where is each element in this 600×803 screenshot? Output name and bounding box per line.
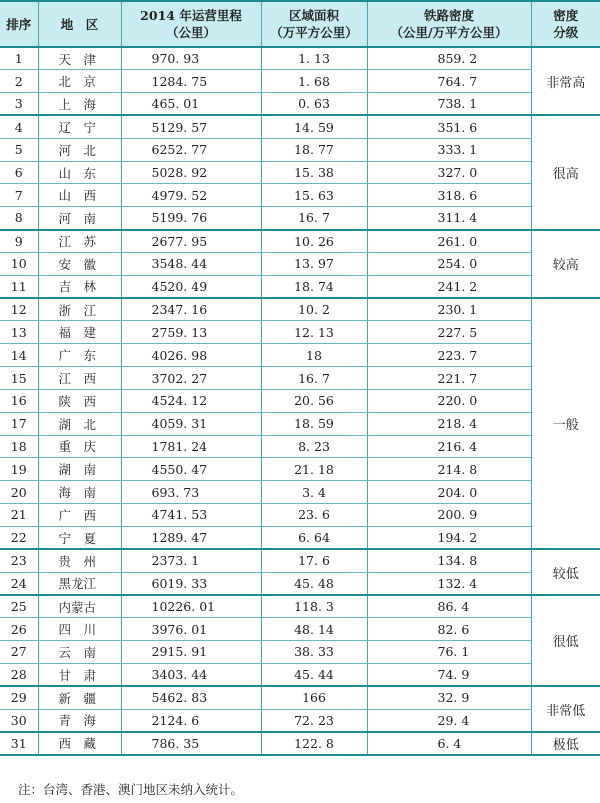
density-cell: 859. 2 (367, 47, 531, 70)
rank-cell: 21 (0, 504, 38, 527)
header-region-label: 地 区 (60, 16, 99, 32)
length-cell: 3548. 44 (121, 252, 261, 275)
area-cell: 18. 74 (261, 275, 367, 298)
rank-cell: 24 (0, 572, 38, 595)
table-row (0, 549, 600, 572)
area-cell: 13. 97 (261, 252, 367, 275)
rank-cell: 6 (0, 161, 38, 184)
rank-cell: 22 (0, 526, 38, 549)
length-cell: 10226. 01 (121, 595, 261, 618)
density-cell: 134. 8 (367, 549, 531, 572)
density-cell: 351. 6 (367, 115, 531, 138)
density-cell: 6. 4 (367, 732, 531, 755)
length-cell: 2915. 91 (121, 641, 261, 664)
table-row (0, 93, 600, 116)
header-length-line1: 2014 年运营里程 (140, 8, 242, 23)
area-cell: 3. 4 (261, 481, 367, 504)
density-cell: 318. 6 (367, 184, 531, 207)
region-cell: 内蒙古 (38, 595, 121, 618)
density-cell: 200. 9 (367, 504, 531, 527)
length-cell: 5129. 57 (121, 115, 261, 138)
rank-cell: 17 (0, 412, 38, 435)
area-cell: 23. 6 (261, 504, 367, 527)
area-cell: 38. 33 (261, 641, 367, 664)
header-grade-line2: 分级 (553, 25, 579, 40)
region-cell: 山 西 (38, 184, 121, 207)
area-cell: 16. 7 (261, 367, 367, 390)
density-cell: 230. 1 (367, 298, 531, 321)
length-cell: 6252. 77 (121, 138, 261, 161)
table-row (0, 732, 600, 755)
density-cell: 86. 4 (367, 595, 531, 618)
length-cell: 6019. 33 (121, 572, 261, 595)
region-cell: 天 津 (38, 47, 121, 70)
density-cell: 227. 5 (367, 321, 531, 344)
area-cell: 10. 26 (261, 230, 367, 253)
region-cell: 北 京 (38, 70, 121, 93)
density-cell: 261. 0 (367, 230, 531, 253)
area-cell: 48. 14 (261, 618, 367, 641)
table-row (0, 367, 600, 390)
length-cell: 2373. 1 (121, 549, 261, 572)
area-cell: 0. 63 (261, 93, 367, 116)
rank-cell: 29 (0, 686, 38, 709)
region-cell: 黑龙江 (38, 572, 121, 595)
density-cell: 241. 2 (367, 275, 531, 298)
rank-cell: 8 (0, 207, 38, 230)
region-cell: 四 川 (38, 618, 121, 641)
length-cell: 4026. 98 (121, 344, 261, 367)
density-cell: 76. 1 (367, 641, 531, 664)
table-row (0, 138, 600, 161)
region-cell: 安 徽 (38, 252, 121, 275)
rank-cell: 4 (0, 115, 38, 138)
rank-cell: 7 (0, 184, 38, 207)
area-cell: 45. 48 (261, 572, 367, 595)
area-cell: 14. 59 (261, 115, 367, 138)
density-cell: 204. 0 (367, 481, 531, 504)
density-cell: 74. 9 (367, 663, 531, 686)
area-cell: 10. 2 (261, 298, 367, 321)
table-row (0, 595, 600, 618)
density-cell: 220. 0 (367, 389, 531, 412)
header-area-line2: （万平方公里） (270, 25, 358, 40)
region-cell: 吉 林 (38, 275, 121, 298)
grade-cell: 一般 (531, 298, 600, 549)
header-rank (0, 1, 38, 47)
area-cell: 18. 77 (261, 138, 367, 161)
table-row (0, 504, 600, 527)
region-cell: 江 苏 (38, 230, 121, 253)
grade-cell: 很高 (531, 115, 600, 229)
region-cell: 浙 江 (38, 298, 121, 321)
rank-cell: 1 (0, 47, 38, 70)
grade-cell: 很低 (531, 595, 600, 686)
area-cell: 17. 6 (261, 549, 367, 572)
table-row (0, 618, 600, 641)
area-cell: 166 (261, 686, 367, 709)
header-grade-line1: 密度 (553, 8, 579, 23)
area-cell: 118. 3 (261, 595, 367, 618)
region-cell: 河 南 (38, 207, 121, 230)
length-cell: 4059. 31 (121, 412, 261, 435)
length-cell: 2759. 13 (121, 321, 261, 344)
density-cell: 218. 4 (367, 412, 531, 435)
area-cell: 1. 68 (261, 70, 367, 93)
density-cell: 214. 8 (367, 458, 531, 481)
length-cell: 3403. 44 (121, 663, 261, 686)
rank-cell: 11 (0, 275, 38, 298)
length-cell: 970. 93 (121, 47, 261, 70)
header-grade (531, 1, 600, 47)
table-row (0, 275, 600, 298)
area-cell: 8. 23 (261, 435, 367, 458)
table-header (0, 1, 600, 47)
area-cell: 16. 7 (261, 207, 367, 230)
length-cell: 5462. 83 (121, 686, 261, 709)
table-row (0, 184, 600, 207)
density-cell: 333. 1 (367, 138, 531, 161)
rank-cell: 15 (0, 367, 38, 390)
header-density-line1: 铁路密度 (423, 8, 474, 23)
table-row (0, 572, 600, 595)
length-cell: 2347. 16 (121, 298, 261, 321)
region-cell: 江 西 (38, 367, 121, 390)
header-row (0, 1, 600, 47)
rank-cell: 23 (0, 549, 38, 572)
region-cell: 海 南 (38, 481, 121, 504)
area-cell: 20. 56 (261, 389, 367, 412)
table-row (0, 70, 600, 93)
rank-cell: 19 (0, 458, 38, 481)
region-cell: 上 海 (38, 93, 121, 116)
region-cell: 广 西 (38, 504, 121, 527)
rank-cell: 9 (0, 230, 38, 253)
length-cell: 2677. 95 (121, 230, 261, 253)
header-rank-label: 排序 (6, 16, 32, 32)
rank-cell: 25 (0, 595, 38, 618)
density-cell: 223. 7 (367, 344, 531, 367)
area-cell: 21. 18 (261, 458, 367, 481)
length-cell: 2124. 6 (121, 709, 261, 732)
table-row (0, 663, 600, 686)
density-cell: 82. 6 (367, 618, 531, 641)
region-cell: 新 疆 (38, 686, 121, 709)
length-cell: 693. 73 (121, 481, 261, 504)
region-cell: 陕 西 (38, 389, 121, 412)
length-cell: 465. 01 (121, 93, 261, 116)
region-cell: 重 庆 (38, 435, 121, 458)
region-cell: 西 藏 (38, 732, 121, 755)
length-cell: 3702. 27 (121, 367, 261, 390)
region-cell: 宁 夏 (38, 526, 121, 549)
length-cell: 4520. 49 (121, 275, 261, 298)
region-cell: 广 东 (38, 344, 121, 367)
density-cell: 32. 9 (367, 686, 531, 709)
density-cell: 764. 7 (367, 70, 531, 93)
rank-cell: 14 (0, 344, 38, 367)
region-cell: 青 海 (38, 709, 121, 732)
length-cell: 4741. 53 (121, 504, 261, 527)
table-row (0, 161, 600, 184)
length-cell: 3976. 01 (121, 618, 261, 641)
header-length (121, 1, 261, 47)
rank-cell: 26 (0, 618, 38, 641)
table-row (0, 435, 600, 458)
length-cell: 5028. 92 (121, 161, 261, 184)
area-cell: 1. 13 (261, 47, 367, 70)
rank-cell: 31 (0, 732, 38, 755)
footnote: 注：台湾、香港、澳门地区未纳入统计。 (18, 782, 244, 797)
area-cell: 18. 59 (261, 412, 367, 435)
region-cell: 云 南 (38, 641, 121, 664)
table-row (0, 481, 600, 504)
header-density-line2: （公里/万平方公里） (390, 25, 508, 40)
header-length-line2: （公里） (165, 25, 216, 40)
region-cell: 湖 北 (38, 412, 121, 435)
area-cell: 45. 44 (261, 663, 367, 686)
area-cell: 72. 23 (261, 709, 367, 732)
header-region (38, 1, 121, 47)
header-area (261, 1, 367, 47)
rank-cell: 5 (0, 138, 38, 161)
rank-cell: 27 (0, 641, 38, 664)
density-cell: 221. 7 (367, 367, 531, 390)
density-cell: 216. 4 (367, 435, 531, 458)
table-row (0, 47, 600, 70)
area-cell: 122. 8 (261, 732, 367, 755)
density-cell: 29. 4 (367, 709, 531, 732)
region-cell: 湖 南 (38, 458, 121, 481)
table-row (0, 458, 600, 481)
area-cell: 6. 64 (261, 526, 367, 549)
length-cell: 1781. 24 (121, 435, 261, 458)
length-cell: 4524. 12 (121, 389, 261, 412)
table-body (0, 47, 600, 755)
density-cell: 738. 1 (367, 93, 531, 116)
rank-cell: 12 (0, 298, 38, 321)
table-row (0, 641, 600, 664)
table-row (0, 709, 600, 732)
table-row (0, 252, 600, 275)
rank-cell: 16 (0, 389, 38, 412)
table-row (0, 526, 600, 549)
table-row (0, 344, 600, 367)
length-cell: 1289. 47 (121, 526, 261, 549)
length-cell: 4979. 52 (121, 184, 261, 207)
rank-cell: 3 (0, 93, 38, 116)
length-cell: 5199. 76 (121, 207, 261, 230)
table-row (0, 321, 600, 344)
density-cell: 194. 2 (367, 526, 531, 549)
rank-cell: 10 (0, 252, 38, 275)
grade-cell: 非常低 (531, 686, 600, 732)
length-cell: 786. 35 (121, 732, 261, 755)
header-density (367, 1, 531, 47)
length-cell: 1284. 75 (121, 70, 261, 93)
table-row (0, 298, 600, 321)
rank-cell: 30 (0, 709, 38, 732)
density-cell: 132. 4 (367, 572, 531, 595)
rank-cell: 20 (0, 481, 38, 504)
length-cell: 4550. 47 (121, 458, 261, 481)
rank-cell: 28 (0, 663, 38, 686)
table-row (0, 115, 600, 138)
area-cell: 12. 13 (261, 321, 367, 344)
region-cell: 河 北 (38, 138, 121, 161)
region-cell: 贵 州 (38, 549, 121, 572)
region-cell: 福 建 (38, 321, 121, 344)
rank-cell: 18 (0, 435, 38, 458)
table-row (0, 230, 600, 253)
table-row (0, 207, 600, 230)
table-row (0, 389, 600, 412)
density-cell: 254. 0 (367, 252, 531, 275)
table-row (0, 686, 600, 709)
rank-cell: 13 (0, 321, 38, 344)
area-cell: 15. 38 (261, 161, 367, 184)
grade-cell: 较高 (531, 230, 600, 298)
area-cell: 18 (261, 344, 367, 367)
grade-cell: 极低 (531, 732, 600, 755)
density-cell: 327. 0 (367, 161, 531, 184)
density-cell: 311. 4 (367, 207, 531, 230)
region-cell: 辽 宁 (38, 115, 121, 138)
grade-cell: 非常高 (531, 47, 600, 115)
grade-cell: 较低 (531, 549, 600, 595)
header-area-line1: 区域面积 (288, 8, 339, 23)
table-row (0, 412, 600, 435)
rank-cell: 2 (0, 70, 38, 93)
area-cell: 15. 63 (261, 184, 367, 207)
region-cell: 甘 肃 (38, 663, 121, 686)
region-cell: 山 东 (38, 161, 121, 184)
